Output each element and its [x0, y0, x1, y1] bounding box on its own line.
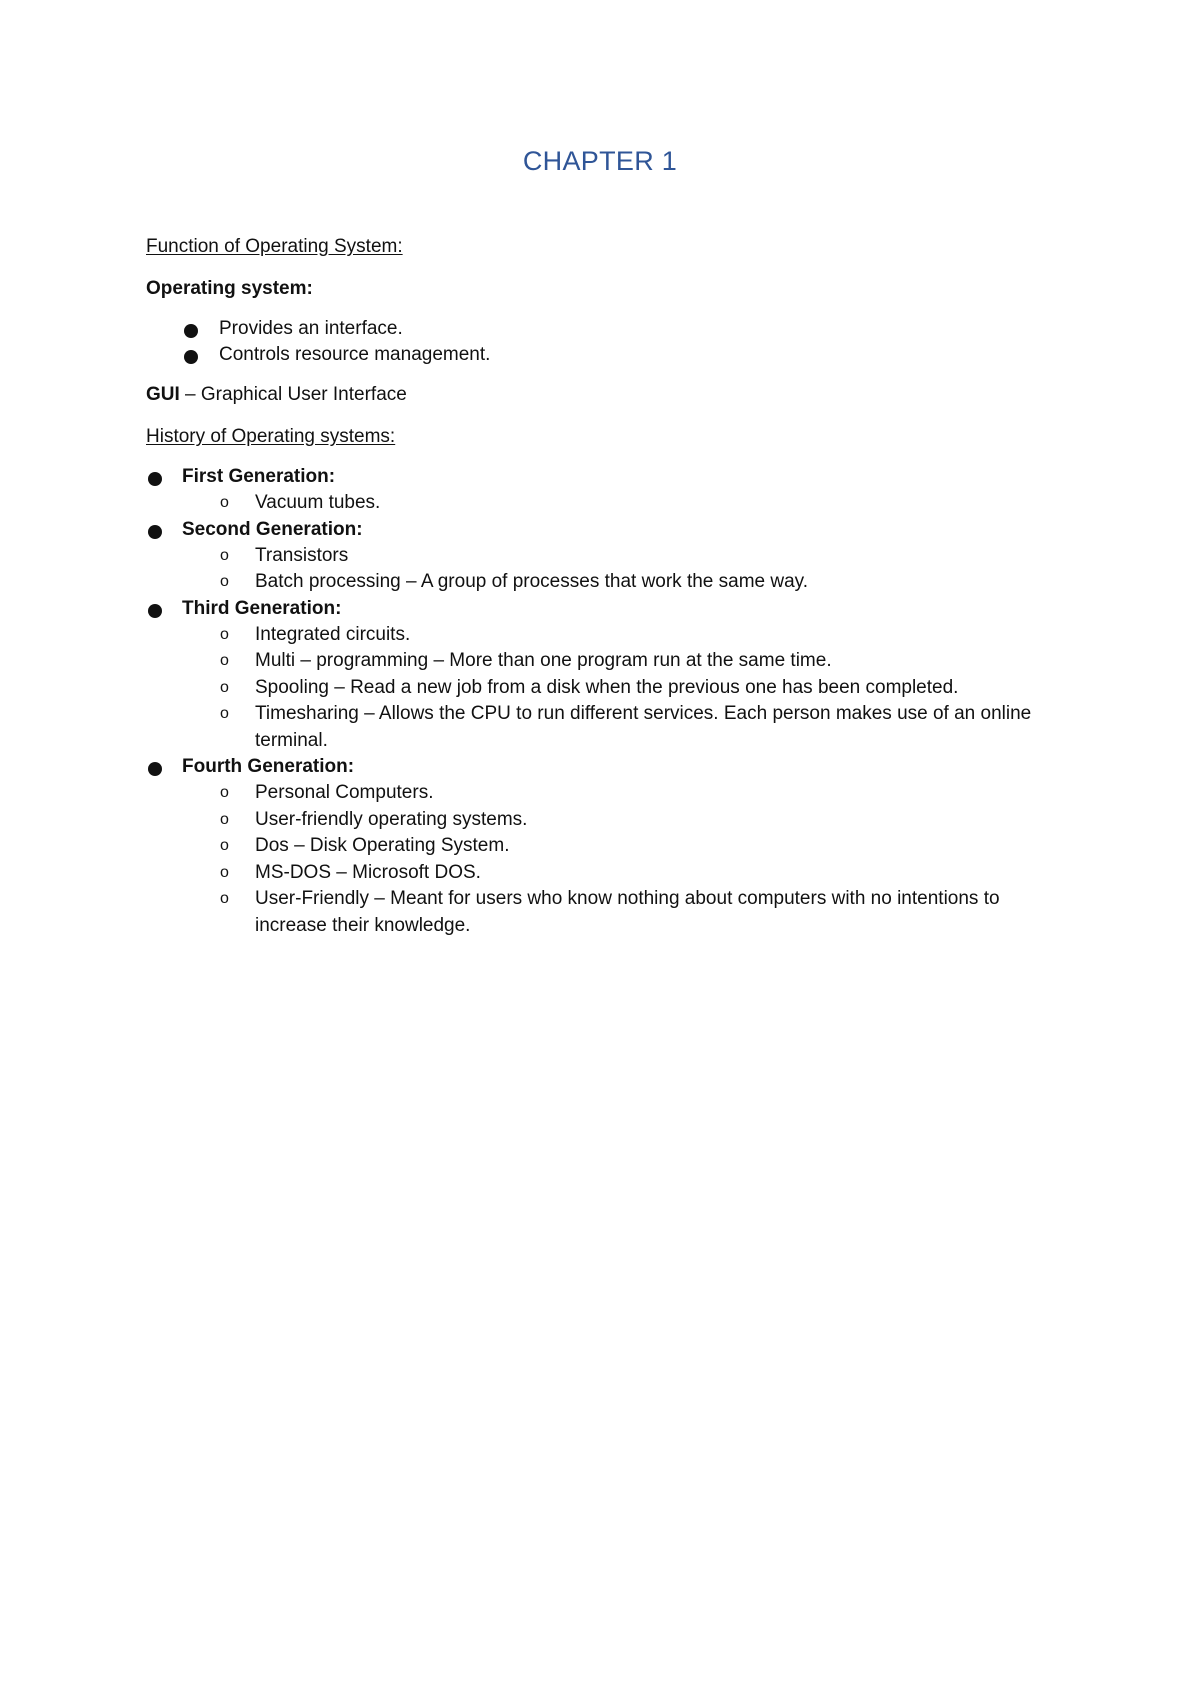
circle-bullet-icon: o [220, 890, 229, 907]
circle-bullet-icon: o [220, 678, 229, 696]
bullet-icon [148, 525, 162, 539]
subheading-operating-system: Operating system: [146, 278, 313, 299]
list-item: o Vacuum tubes. [146, 490, 1066, 517]
list-item: o Dos – Disk Operating System. [146, 833, 1066, 860]
circle-bullet-icon: o [220, 494, 229, 511]
list-item: o User-friendly operating systems. [146, 807, 1066, 834]
circle-bullet-icon: o [220, 863, 229, 881]
gui-term: GUI [146, 384, 180, 405]
bullet-icon [148, 762, 162, 776]
circle-bullet-icon: o [220, 705, 229, 722]
os-functions-list [146, 316, 1066, 368]
list-item: Provides an interface. [146, 316, 1066, 342]
chapter-title: CHAPTER 1 [522, 146, 678, 176]
document-body [146, 234, 1066, 939]
circle-bullet-icon: o [220, 573, 229, 590]
section-heading-history: History of Operating systems: [146, 426, 396, 447]
generation-item [146, 596, 1066, 755]
list-item: o Multi – programming – More than one program run at the same time. [146, 648, 1066, 675]
generation-title: Third Generation: [182, 597, 342, 619]
circle-bullet-icon: o [220, 810, 229, 828]
bullet-icon [148, 472, 162, 486]
generation-item [146, 754, 1066, 939]
generations-list [146, 464, 1066, 939]
gui-description: – Graphical User Interface [179, 384, 407, 405]
list-item: o Spooling – Read a new job from a disk when the previous one has been completed. [146, 675, 1066, 702]
list-item: Controls resource management. [146, 342, 1066, 368]
list-item: o User-Friendly – Meant for users who know nothing about computers with no intentions to increase their knowledge. [220, 888, 1000, 936]
list-item: o Batch processing – A group of processes that work the same way. [146, 569, 1066, 596]
generation-sublist [182, 622, 1066, 755]
generation-sublist [182, 780, 1066, 939]
circle-bullet-icon: o [220, 546, 229, 564]
generation-item [146, 464, 1066, 517]
list-item: o Personal Computers. [146, 780, 1066, 807]
bullet-icon [184, 324, 198, 338]
list-item: o MS-DOS – Microsoft DOS. [146, 860, 1066, 887]
generation-sublist [182, 543, 1066, 596]
generation-title: First Generation: [182, 466, 336, 487]
generation-title: Fourth Generation: [182, 756, 355, 777]
bullet-icon [148, 604, 162, 618]
circle-bullet-icon: o [220, 652, 229, 669]
generation-title: Second Generation: [182, 518, 363, 540]
list-item: o Transistors [146, 543, 1066, 570]
generation-sublist [182, 490, 1066, 517]
list-item: o Integrated circuits. [146, 622, 1066, 649]
bullet-icon [184, 350, 198, 364]
circle-bullet-icon: o [220, 784, 229, 801]
circle-bullet-icon: o [220, 837, 229, 854]
circle-bullet-icon: o [220, 625, 229, 643]
list-item: o Timesharing – Allows the CPU to run different services. Each person makes use of an online terminal. [220, 703, 1032, 751]
section-heading-function: Function of Operating System: [146, 236, 403, 257]
gui-definition [146, 382, 1066, 408]
generation-item [146, 517, 1066, 596]
